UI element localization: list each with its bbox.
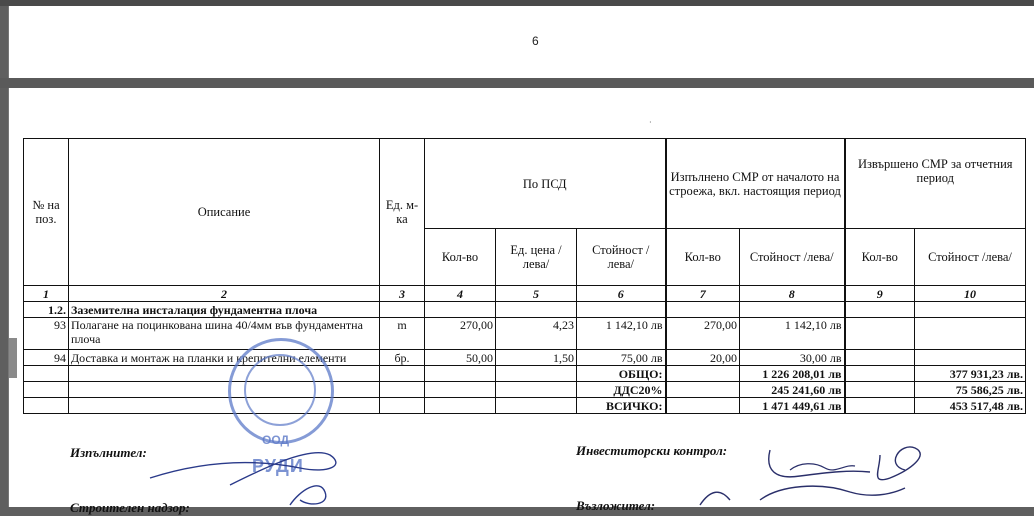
row-done-qty: 20,00 <box>666 350 740 366</box>
row-unit: m <box>380 318 425 350</box>
row-done-qty: 270,00 <box>666 318 740 350</box>
col-number: 9 <box>845 286 915 302</box>
header-pos: № на поз. <box>24 139 69 286</box>
col-number: 2 <box>69 286 380 302</box>
col-number: 6 <box>577 286 666 302</box>
row-psd-qty: 270,00 <box>425 318 496 350</box>
row-unit: бр. <box>380 350 425 366</box>
col-number: 8 <box>740 286 845 302</box>
grand-total-period-value: 453 517,48 лв. <box>915 398 1026 414</box>
row-done-value: 30,00 лв <box>740 350 845 366</box>
speck-mark: · <box>649 118 652 127</box>
header-unit: Ед. м-ка <box>380 139 425 286</box>
row-psd-price: 4,23 <box>496 318 577 350</box>
header-description: Описание <box>69 139 380 286</box>
header-psd-unit-price: Ед. цена /лева/ <box>496 229 577 286</box>
row-description: Доставка и монтаж на планки и крепителни елементи <box>69 350 380 366</box>
header-psd-value: Стойност /лева/ <box>577 229 666 286</box>
investor-signature-stroke <box>769 447 920 480</box>
assignor-label: Възложител: <box>576 498 656 513</box>
supervision-signature-stroke <box>290 486 326 505</box>
header-period-qty: Кол-во <box>845 229 915 286</box>
vat-done-value: 245 241,60 лв <box>740 382 845 398</box>
construction-supervision-label: Строителен надзор: <box>70 500 190 515</box>
header-done-value: Стойност /лева/ <box>740 229 845 286</box>
row-psd-price: 1,50 <box>496 350 577 366</box>
page-number: 6 <box>532 34 539 48</box>
grand-total-done-value: 1 471 449,61 лв <box>740 398 845 414</box>
header-psd-group: По ПСД <box>425 139 666 229</box>
row-description: Полагане на поцинкована шина 40/4мм във фундаментна плоча <box>69 318 380 350</box>
stamp-text-name: РУДИ <box>252 456 304 476</box>
col-number: 7 <box>666 286 740 302</box>
section-title: Заземителна инсталация фундаментна плоча <box>69 302 380 318</box>
col-number: 4 <box>425 286 496 302</box>
col-number: 3 <box>380 286 425 302</box>
investor-signature-detail <box>790 464 855 470</box>
total-done-value: 1 226 208,01 лв <box>740 366 845 382</box>
row-done-value: 1 142,10 лв <box>740 318 845 350</box>
investor-control-label: Инвеститорски контрол: <box>576 443 728 458</box>
stamp-text-top: ООД <box>262 433 290 447</box>
header-psd-qty: Кол-во <box>425 229 496 286</box>
contractor-label: Изпълнител: <box>70 445 147 460</box>
vat-period-value: 75 586,25 лв. <box>915 382 1026 398</box>
col-number: 5 <box>496 286 577 302</box>
row-pos: 94 <box>24 350 69 366</box>
section-code: 1.2. <box>24 302 69 318</box>
row-psd-qty: 50,00 <box>425 350 496 366</box>
assignor-signature-stroke <box>700 486 905 505</box>
total-label: ОБЩО: <box>577 366 666 382</box>
col-number: 10 <box>915 286 1026 302</box>
header-done-qty: Кол-во <box>666 229 740 286</box>
row-psd-value: 1 142,10 лв <box>577 318 666 350</box>
grand-total-label: ВСИЧКО: <box>577 398 666 414</box>
contractor-signature-stroke <box>150 453 336 485</box>
total-period-value: 377 931,23 лв. <box>915 366 1026 382</box>
header-done-group: Изпълнено СМР от началото на строежа, вкл. настоящия период <box>666 139 845 229</box>
vat-label: ДДС20% <box>577 382 666 398</box>
col-number: 1 <box>24 286 69 302</box>
header-period-group: Извършено СМР за отчетния период <box>845 139 1026 229</box>
header-period-value: Стойност /лева/ <box>915 229 1026 286</box>
row-pos: 93 <box>24 318 69 350</box>
row-psd-value: 75,00 лв <box>577 350 666 366</box>
